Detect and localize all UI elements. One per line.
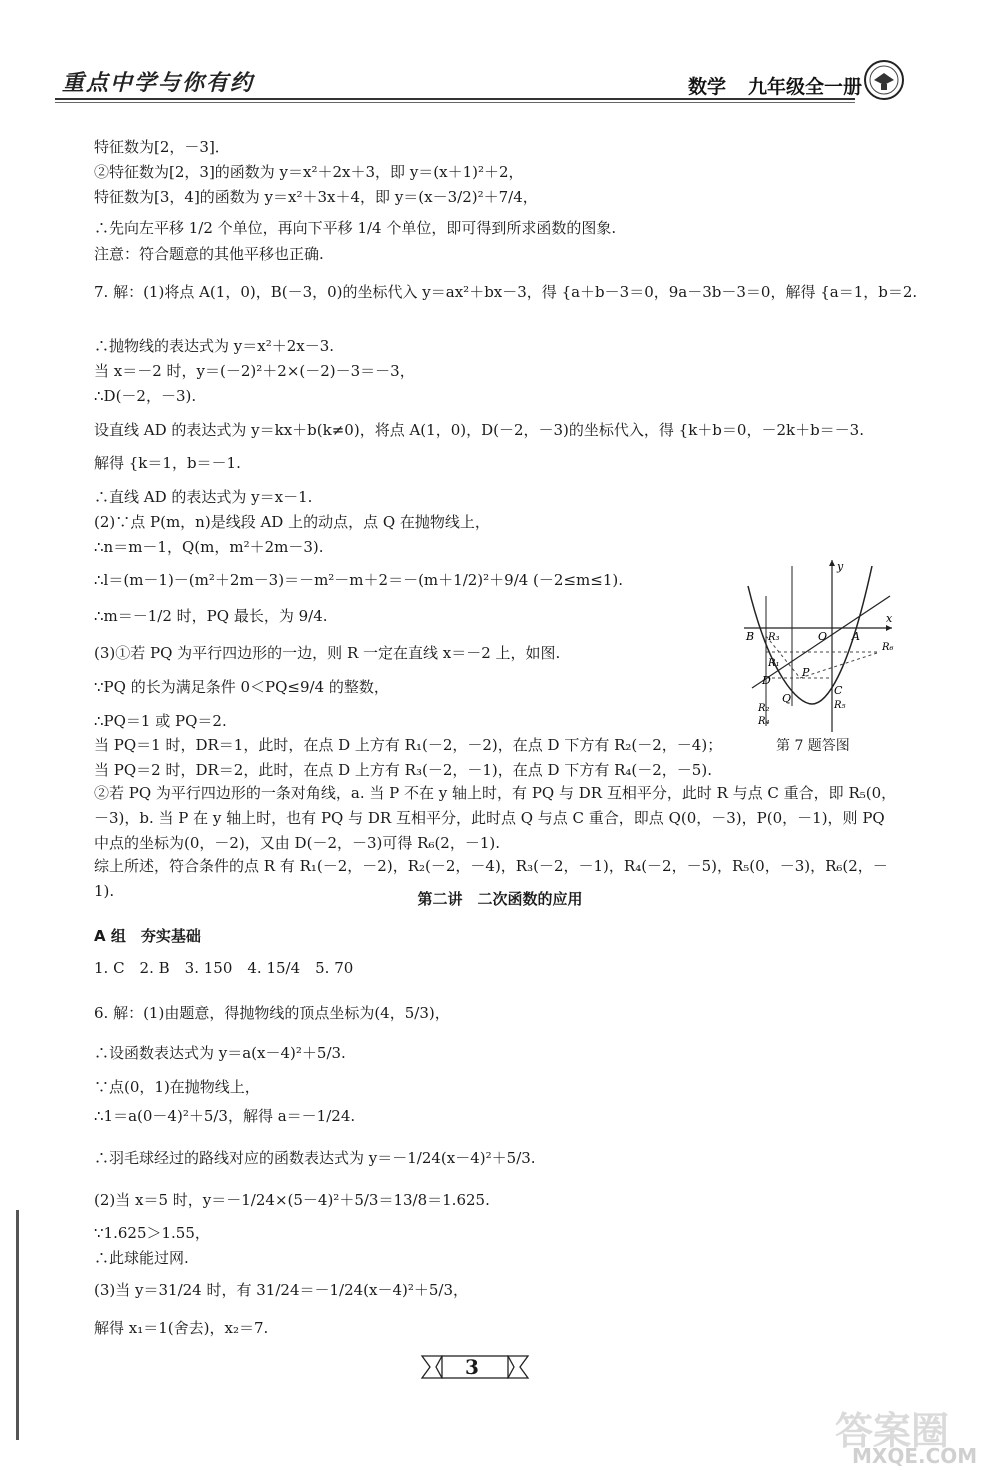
- point-R4-label: R₄: [758, 716, 770, 727]
- text-line: ∴D(－2，－3).: [94, 387, 197, 405]
- text-line: 解得 {k＝1，b＝－1.: [94, 454, 241, 472]
- header-rule: [55, 98, 855, 100]
- point-B-label: B: [746, 630, 755, 643]
- text-line: ∴PQ＝1 或 PQ＝2.: [94, 712, 227, 730]
- watermark-logo: 答案圈: [835, 1409, 950, 1453]
- text-line: ∴1＝a(0－4)²＋5/3，解得 a＝－1/24.: [94, 1107, 356, 1125]
- text-line: 当 x＝－2 时，y＝(－2)²＋2×(－2)－3＝－3，: [94, 362, 415, 380]
- text-line: (2)当 x＝5 时，y＝－1/24×(5－4)²＋5/3＝13/8＝1.625.: [94, 1191, 490, 1209]
- text-line: ∴n＝m－1，Q(m，m²＋2m－3).: [94, 538, 324, 556]
- text-line: ②特征数为[2，3]的函数为 y＝x²＋2x＋3，即 y＝(x＋1)²＋2，: [94, 163, 524, 181]
- text-line: 7. 解：(1)将点 A(1，0)，B(－3，0)的坐标代入 y＝ax²＋bx－3，得 {a＋b－3＝0，9a－3b－3＝0，解得 {a＝1，b＝2.: [94, 283, 918, 301]
- section-title: 第二讲 二次函数的应用: [417, 890, 583, 908]
- text-line: ∴直线 AD 的表达式为 y＝x－1.: [94, 488, 313, 506]
- axis-y-label: y: [837, 560, 844, 573]
- page-number: 3: [465, 1355, 479, 1379]
- point-R5-label: R₅: [834, 700, 846, 711]
- text-line: (3)当 y＝31/24 时，有 31/24＝－1/24(x－4)²＋5/3，: [94, 1281, 469, 1299]
- text-line: ∵点(0，1)在抛物线上，: [94, 1078, 260, 1096]
- answer-line: 1. C 2. B 3. 150 4. 15/4 5. 70: [94, 959, 354, 977]
- origin-label: O: [818, 630, 828, 643]
- point-A-label: A: [852, 630, 860, 643]
- text-line: ∴抛物线的表达式为 y＝x²＋2x－3.: [94, 337, 335, 355]
- point-R1-label: R₃: [768, 632, 780, 643]
- point-P-label: P: [802, 666, 810, 679]
- text-line: ∴羽毛球经过的路线对应的函数表达式为 y＝－1/24(x－4)²＋5/3.: [94, 1149, 536, 1167]
- header-rule-thin: [55, 102, 855, 103]
- text-line: 当 PQ＝2 时，DR＝2，此时，在点 D 上方有 R₃(－2，－1)，在点 D 下方有 R₄(－2，－5).: [94, 761, 712, 779]
- text-line: 当 PQ＝1 时，DR＝1，此时，在点 D 上方有 R₁(－2，－2)，在点 D 下方有 R₂(－2，－4)；: [94, 736, 723, 754]
- point-Q-label: Q: [782, 692, 792, 705]
- text-line: ∴m＝－1/2 时，PQ 最长，为 9/4.: [94, 607, 328, 625]
- text-line: ∵PQ 的长为满足条件 0＜PQ≤9/4 的整数，: [94, 678, 389, 696]
- text-line: (3)①若 PQ 为平行四边形的一边，则 R 一定在直线 x＝－2 上，如图.: [94, 644, 561, 662]
- text-line: ∴先向左平移 1/2 个单位，再向下平移 1/4 个单位，即可得到所求函数的图象.: [94, 219, 617, 237]
- book-series-title: 重点中学与你有约: [62, 71, 255, 96]
- point-D-label: D: [762, 674, 771, 687]
- diagonal-case-paragraph: ②若 PQ 为平行四边形的一条对角线，a. 当 P 不在 y 轴上时，有 PQ 与 DR 互相平分，此时 R 与点 C 重合，即 R₅(0，－3)，b. 当 P 在 y 轴上时，也有 PQ 与 DR 互相平分，此时点 Q 与点 C 重合，即点 Q(0，－3)，P(0，－1)，则 PQ 中点的坐标为(0，－2)，又由 D(－2，－3)可得 R₆(2，－1).: [94, 784, 897, 852]
- school-emblem-icon: [862, 58, 906, 102]
- binding-mark: [16, 1210, 19, 1440]
- point-R2-label: R₂: [758, 703, 770, 714]
- summary-line: 综上所述，符合条件的点 R 有 R₁(－2，－2)，R₂(－2，－4)，R₃(－2，－1)，R₄(－2，－5)，R₅(0，－3)，R₆(2，－1).: [94, 857, 888, 900]
- text-line: ∴此球能过网.: [94, 1249, 189, 1267]
- text-line: 解得 x₁＝1(舍去)，x₂＝7.: [94, 1319, 269, 1337]
- text-line: 6. 解：(1)由题意，得抛物线的顶点坐标为(4，5/3)，: [94, 1004, 450, 1022]
- text-line: 注意：符合题意的其他平移也正确.: [94, 245, 324, 263]
- text-line: ∵1.625＞1.55，: [94, 1224, 210, 1242]
- text-line: ∴设函数表达式为 y＝a(x－4)²＋5/3.: [94, 1044, 346, 1062]
- text-line: ∴l＝(m－1)－(m²＋2m－3)＝－m²－m＋2＝－(m＋1/2)²＋9/4 (－2≤m≤1).: [94, 571, 623, 589]
- group-title: A 组 夯实基础: [94, 927, 201, 945]
- text-line: 特征数为[3，4]的函数为 y＝x²＋3x＋4，即 y＝(x－3/2)²＋7/4，: [94, 188, 538, 206]
- text-line: (2)∵点 P(m，n)是线段 AD 上的动点，点 Q 在抛物线上，: [94, 513, 490, 531]
- figure-caption: 第 7 题答图: [776, 738, 850, 754]
- axis-x-label: x: [886, 612, 893, 625]
- point-C-label: C: [834, 684, 843, 697]
- grade-label: 九年级全一册: [748, 76, 863, 98]
- watermark-url: MXQE.COM: [852, 1444, 978, 1468]
- text-line: 设直线 AD 的表达式为 y＝kx＋b(k≠0)，将点 A(1，0)，D(－2，－3)的坐标代入，得 {k＋b＝0，－2k＋b＝－3.: [94, 421, 864, 439]
- parabola-figure: [740, 556, 900, 736]
- subject-label: 数学: [688, 76, 727, 98]
- text-line: 特征数为[2，－3]．: [94, 138, 230, 156]
- point-R6-label: R₆: [882, 642, 894, 653]
- point-R1b-label: R₁: [768, 658, 780, 669]
